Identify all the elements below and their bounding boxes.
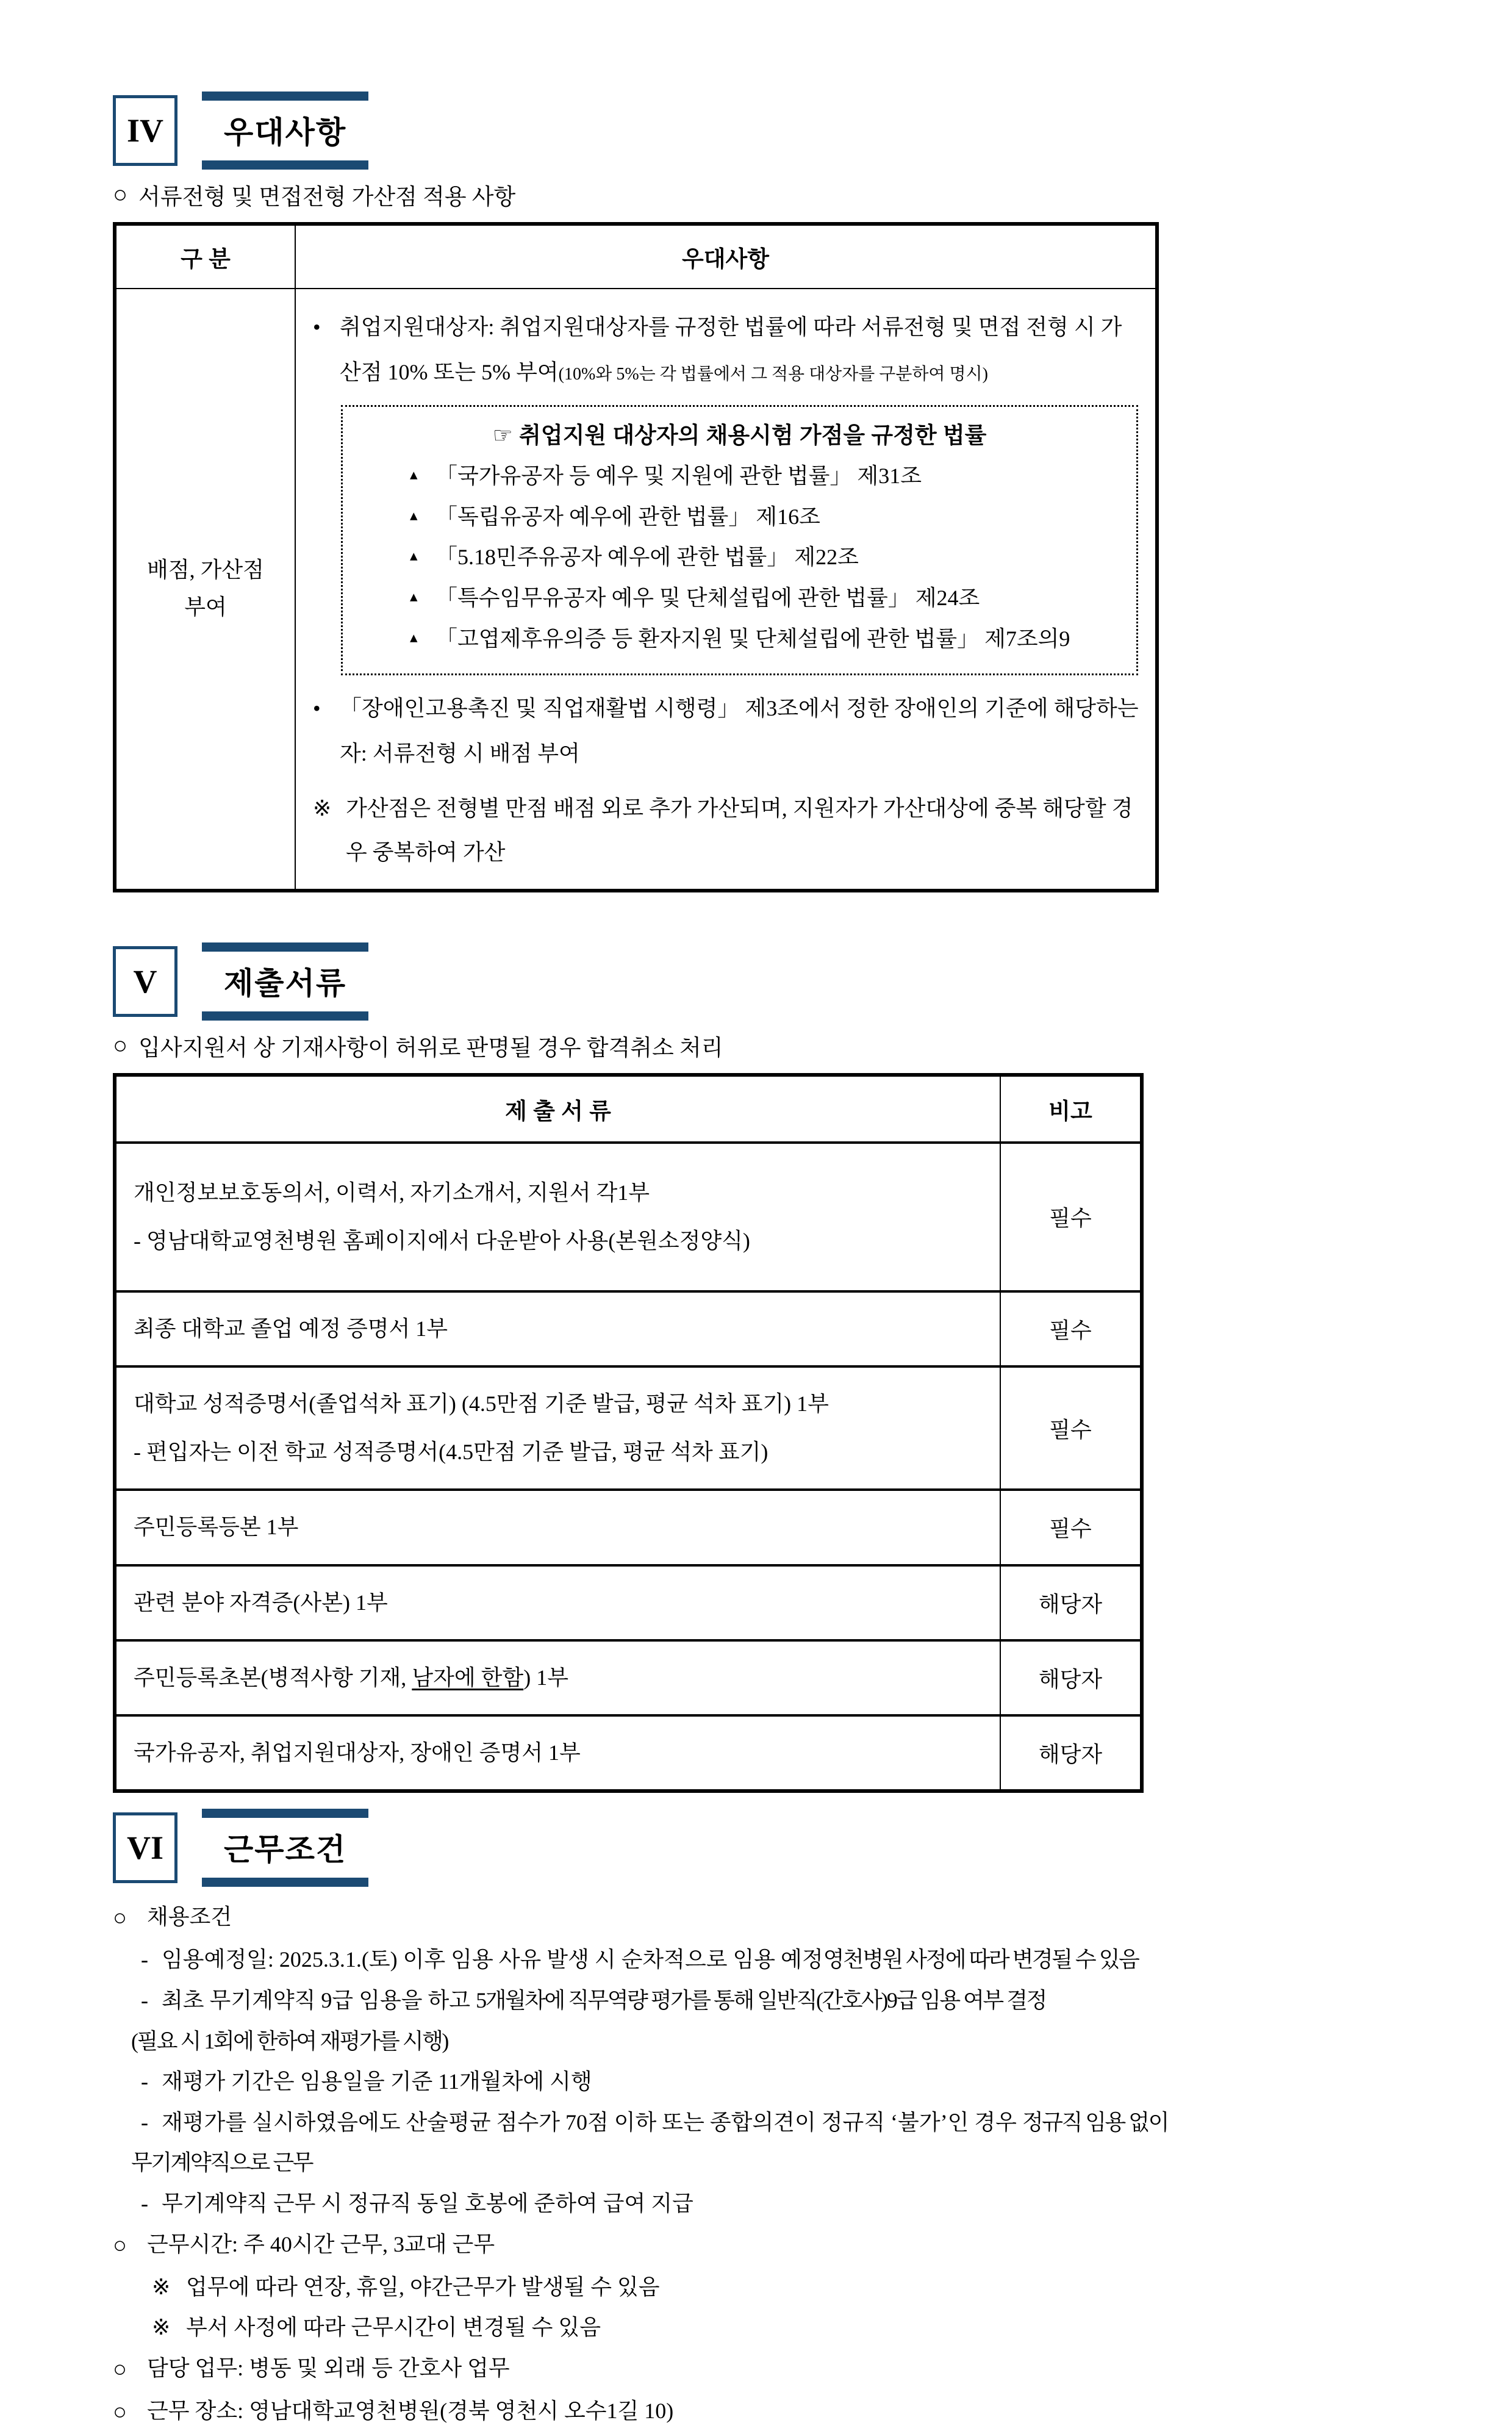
table-row [115, 1640, 1142, 1715]
document-text: 개인정보보호동의서, 이력서, 자기소개서, 지원서 각1부 [134, 1180, 650, 1205]
triangle-marker-icon: ▴ [410, 629, 418, 646]
column-header-remark: 비고 [1000, 1075, 1142, 1143]
triangle-marker-icon: ▴ [410, 588, 418, 605]
document-cell [115, 1291, 1000, 1366]
bullet-icon: • [313, 696, 321, 721]
reference-mark-icon: ※ [313, 795, 332, 820]
section-5-intro-text: 입사지원서 상 기재사항이 허위로 판명될 경우 합격취소 처리 [138, 1035, 723, 1061]
section-6-title: 근무조건 [202, 1809, 368, 1887]
note-text: 가산점은 전형별 만점 배점 외로 추가 가산되며, 지원자가 가산대상에 중복 해당할 경우 중복하여 가산 [346, 795, 1133, 864]
document-subtext: - 영남대학교영천병원 홈페이지에서 다운받아 사용(본원소정양식) [134, 1228, 750, 1253]
document-text: 주민등록등본 1부 [134, 1515, 299, 1540]
preference-table [113, 222, 1159, 892]
bullet-icon: • [313, 315, 321, 339]
circle-marker-icon: ○ [113, 181, 128, 208]
document-text: 관련 분야 자격증(사본) 1부 [134, 1590, 388, 1615]
list-item-text: 업무에 따라 연장, 휴일, 야간근무가 발생될 수 있음 [186, 2274, 660, 2299]
remark-cell: 필수 [1000, 1291, 1142, 1366]
row-label-line1: 배점, 가산점 [147, 558, 264, 583]
row-label-cell [115, 289, 295, 891]
document-cell [115, 1490, 1000, 1565]
laws-box-title: 취업지원 대상자의 채용시험 가점을 규정한 법률 [519, 422, 987, 448]
section-5-title: 제출서류 [202, 942, 368, 1021]
section-4-title: 우대사항 [202, 92, 368, 170]
column-header-category: 구 분 [115, 224, 295, 289]
pointing-hand-icon: ☞ [492, 422, 513, 448]
laws-box [341, 405, 1138, 676]
law-item [356, 619, 1123, 659]
dash-marker-icon: - [141, 1987, 148, 2012]
list-item-text-narrow: 정규직 임용 없이 [1022, 2109, 1168, 2134]
list-item [141, 2102, 1400, 2143]
underlined-text: 남자에 한함 [412, 1665, 524, 1690]
list-item-text: 부서 사정에 따라 근무시간이 변경될 수 있음 [186, 2315, 601, 2340]
circle-marker-icon: ○ [113, 2399, 127, 2425]
bullet-disability [313, 686, 1141, 777]
circle-marker-icon: ○ [113, 2232, 127, 2258]
bullet2-text: 「장애인고용촉진 및 직업재활법 시행령」 제3조에서 정한 장애인의 기준에 해당하는자: 서류전형 시 배점 부여 [340, 696, 1139, 766]
section-work-conditions [113, 1809, 1400, 2434]
section-6-header [113, 1809, 1400, 1887]
section-4-header [113, 92, 1400, 170]
document-cell [115, 1366, 1000, 1490]
section-4-intro [113, 178, 1400, 211]
law-item [356, 578, 1123, 619]
law-item-text: 「국가유공자 등 예우 및 지원에 관한 법률」 제31조 [435, 464, 922, 489]
list-item [113, 2391, 1400, 2433]
section-5-header [113, 942, 1400, 1021]
document-cell [115, 1715, 1000, 1791]
triangle-marker-icon: ▴ [410, 467, 418, 484]
list-item [113, 2224, 1400, 2267]
document-subtext: - 편입자는 이전 학교 성적증명서(4.5만점 기준 발급, 평균 석차 표기) [134, 1440, 769, 1465]
list-item-text: 최초 무기계약직 9급 임용을 하고 [162, 1987, 476, 2012]
remark-cell: 필수 [1000, 1490, 1142, 1565]
law-item-text: 「특수임무유공자 예우 및 단체설립에 관한 법률」 제24조 [435, 585, 980, 610]
dash-marker-icon: - [141, 2109, 148, 2134]
work-conditions-list [113, 1897, 1400, 2434]
section-6-numeral: VI [113, 1812, 177, 1883]
remark-cell: 해당자 [1000, 1715, 1142, 1791]
list-item [141, 1980, 1400, 2021]
list-item-text-narrow: (필요 시 1회에 한하여 재평가를 시행) [131, 2028, 448, 2053]
list-item-text: 무기계약직 근무 시 정규직 동일 호봉에 준하여 급여 지급 [162, 2191, 693, 2216]
remark-cell: 해당자 [1000, 1640, 1142, 1715]
law-item [356, 537, 1123, 578]
list-item-text: 임용예정일: 2025.3.1.(토) 이후 임용 사유 발생 시 순차적으로 임용 예정 [162, 1947, 823, 1972]
table-header-row [115, 224, 1157, 289]
list-item [141, 1939, 1400, 1980]
list-item-continuation [131, 2142, 1400, 2183]
document-text: 대학교 성적증명서(졸업석차 표기) (4.5만점 기준 발급, 평균 석차 표기) 1부 [134, 1391, 829, 1416]
table-row [115, 289, 1157, 891]
section-4-intro-text: 서류전형 및 면접전형 가산점 적용 사항 [138, 185, 516, 210]
document-text: 최종 대학교 졸업 예정 증명서 1부 [134, 1316, 448, 1341]
table-row [115, 1143, 1142, 1291]
list-item-continuation [131, 2021, 1400, 2062]
preference-content-cell [295, 289, 1157, 891]
column-header-documents: 제 출 서 류 [115, 1075, 1000, 1143]
column-header-preference: 우대사항 [295, 224, 1157, 289]
list-item-text: 근무시간: 주 40시간 근무, 3교대 근무 [147, 2231, 495, 2256]
remark-cell: 필수 [1000, 1366, 1142, 1490]
table-row [115, 1490, 1142, 1565]
list-item [113, 2348, 1400, 2391]
table-header-row [115, 1075, 1142, 1143]
bullet1-text: 취업지원대상자: 취업지원대상자를 규정한 법률에 따라 서류전형 및 면접 전형 시 가산점 10% 또는 5% 부여 [340, 315, 1122, 384]
document-cell [115, 1143, 1000, 1291]
list-item-text: 채용조건 [147, 1904, 232, 1930]
list-item [141, 2061, 1400, 2102]
document-cell [115, 1640, 1000, 1715]
circle-marker-icon: ○ [113, 2357, 127, 2382]
section-4-numeral: IV [113, 95, 177, 166]
section-preferences [113, 92, 1400, 892]
section-5-numeral: V [113, 946, 177, 1017]
circle-marker-icon: ○ [113, 1905, 127, 1931]
law-item [356, 497, 1123, 537]
reference-mark-icon: ※ [152, 2315, 171, 2340]
law-item-text: 「5.18민주유공자 예우에 관한 법률」 제22조 [435, 545, 859, 570]
circle-marker-icon: ○ [113, 1031, 128, 1059]
law-item-text: 「고엽제후유의증 등 환자지원 및 단체설립에 관한 법률」 제7조의9 [435, 626, 1070, 651]
document-text: 주민등록초본(병적사항 기재, 남자에 한함) 1부 [134, 1665, 568, 1690]
submission-table [113, 1073, 1144, 1793]
triangle-marker-icon: ▴ [410, 548, 418, 565]
reference-mark-icon: ※ [152, 2274, 171, 2299]
table-row [115, 1565, 1142, 1640]
triangle-marker-icon: ▴ [410, 507, 418, 524]
dash-marker-icon: - [141, 2069, 148, 2094]
list-item [141, 2183, 1400, 2224]
list-item-text: 담당 업무: 병동 및 외래 등 간호사 업무 [147, 2356, 510, 2380]
law-item [356, 456, 1123, 497]
list-item-text-narrow: 무기계약직으로 근무 [131, 2150, 312, 2175]
document-cell [115, 1565, 1000, 1640]
remark-cell: 해당자 [1000, 1565, 1142, 1640]
list-item [113, 1897, 1400, 1939]
section-documents [113, 942, 1400, 1793]
list-item-text: 재평가를 실시하였음에도 산술평균 점수가 70점 이하 또는 종합의견이 정규직 ‘불가’인 경우 [162, 2109, 1022, 2134]
list-item [152, 2267, 1400, 2308]
dash-marker-icon: - [141, 2191, 148, 2216]
list-item [152, 2307, 1400, 2348]
list-item-text-narrow: 5개월차에 직무역량 평가를 통해 일반직(간호사)9급 임용 여부 결정 [476, 1987, 1046, 2012]
table-row [115, 1291, 1142, 1366]
table-row [115, 1715, 1142, 1791]
document-text: 국가유공자, 취업지원대상자, 장애인 증명서 1부 [134, 1740, 581, 1765]
list-item-text: 재평가 기간은 임용일을 기준 11개월차에 시행 [162, 2069, 592, 2094]
remark-cell: 필수 [1000, 1143, 1142, 1291]
dash-marker-icon: - [141, 1947, 148, 1972]
row-label-line2: 부여 [184, 595, 227, 620]
note-bonus-points [313, 786, 1141, 874]
law-item-text: 「독립유공자 예우에 관한 법률」 제16조 [435, 504, 820, 529]
list-item-text: 근무 장소: 영남대학교영천병원(경북 영천시 오수1길 10) [147, 2399, 674, 2424]
list-item-text-narrow: 영천병원 사정에 따라 변경될 수 있음 [823, 1947, 1139, 1972]
bullet1-small-note: (10%와 5%는 각 법률에서 그 적용 대상자를 구분하여 명시) [558, 364, 988, 384]
bullet-employment-support [313, 305, 1141, 395]
section-5-intro [113, 1029, 1400, 1062]
table-row [115, 1366, 1142, 1490]
